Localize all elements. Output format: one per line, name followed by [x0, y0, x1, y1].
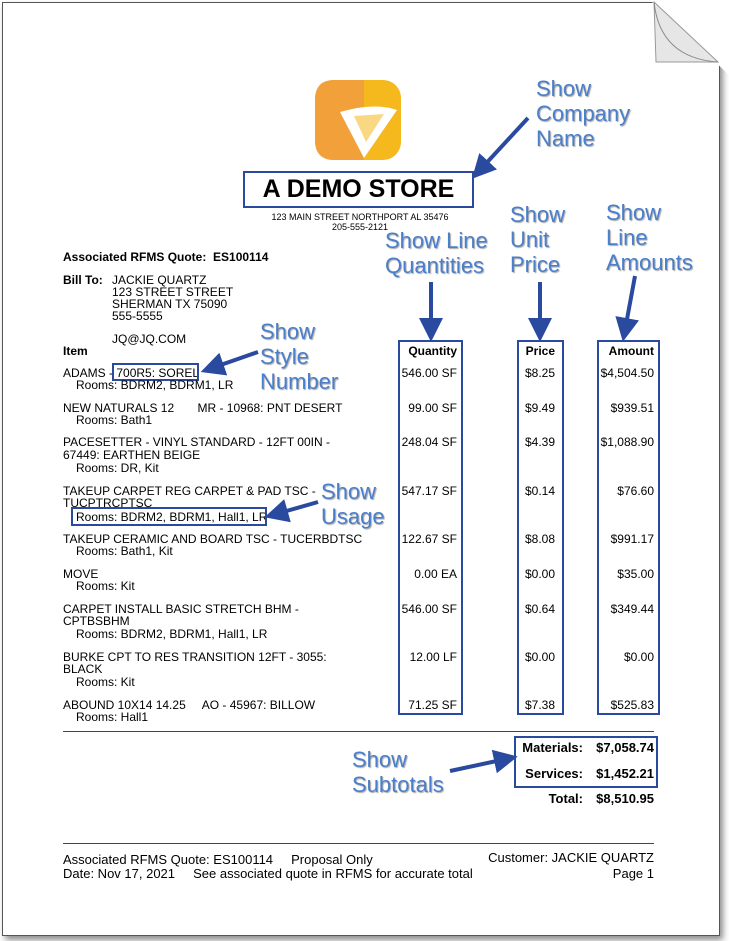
line-amount: $525.83: [610, 698, 654, 712]
callout-company-name: Show Company Name: [536, 76, 631, 151]
line-item-description: TAKEUP CERAMIC AND BOARD TSC - TUCERBDTSC: [63, 532, 363, 546]
line-item-rooms: Rooms: Hall1: [76, 710, 149, 724]
line-amount: $76.60: [617, 484, 654, 498]
callout-style-number: Show Style Number: [260, 319, 339, 394]
line-quantity: 99.00 SF: [408, 401, 457, 415]
footer-quote: Associated RFMS Quote: ES100114 Proposal Only: [63, 852, 373, 867]
line-item-description: PACESETTER - VINYL STANDARD - 12FT 00IN -: [63, 435, 330, 449]
line-item-description: CARPET INSTALL BASIC STRETCH BHM -: [63, 602, 299, 616]
footer-note: See associated quote in RFMS for accurate total: [193, 866, 473, 881]
materials-value: $7,058.74: [596, 740, 654, 755]
folded-corner: [650, 0, 729, 75]
line-item-description: ADAMS - 700R5: SOREL: [63, 366, 200, 380]
line-item-description: TAKEUP CARPET REG CARPET & PAD TSC -: [63, 484, 316, 498]
line-quantity: 248.04 SF: [401, 435, 457, 449]
services-value: $1,452.21: [596, 766, 654, 781]
total-value: $8,510.95: [596, 791, 654, 806]
line-price: $0.14: [524, 484, 555, 498]
line-item-rooms: Rooms: BDRM2, BDRM1, LR: [76, 378, 234, 392]
line-item-description: NEW NATURALS 12 MR - 10968: PNT DESERT: [63, 401, 343, 415]
callout-unit-price: Show Unit Price: [510, 202, 566, 277]
line-price: $0.00: [524, 567, 555, 581]
price-column-header: Price: [525, 344, 555, 358]
quantity-column-header: Quantity: [408, 344, 457, 358]
bill-to-phone: 555-5555: [112, 309, 163, 323]
bill-to-label: Bill To:: [63, 273, 103, 287]
line-amount: $35.00: [617, 567, 654, 581]
line-amount: $0.00: [623, 650, 654, 664]
line-price: $8.25: [524, 366, 555, 380]
bill-to-street: 123 STREET STREET: [112, 285, 234, 299]
line-item-rooms: Rooms: Bath1, Kit: [76, 544, 173, 558]
line-price: $0.00: [524, 650, 555, 664]
line-price: $9.49: [524, 401, 555, 415]
footer-page: Page 1: [612, 866, 654, 881]
line-price: $7.38: [524, 698, 555, 712]
line-item-rooms: Rooms: Kit: [76, 579, 135, 593]
line-amount: $939.51: [610, 401, 654, 415]
item-column-header: Item: [63, 344, 88, 358]
quote-number: ES100114: [213, 250, 269, 264]
line-quantity: 0.00 EA: [414, 567, 457, 581]
store-phone: 205-555-2121: [331, 222, 389, 232]
callout-line-amounts: Show Line Amounts: [606, 200, 693, 275]
line-amount: $349.44: [610, 602, 654, 616]
footer-divider: [63, 843, 654, 844]
line-item-description: BURKE CPT TO RES TRANSITION 12FT - 3055:: [63, 650, 327, 664]
line-price: $4.39: [524, 435, 555, 449]
line-quantity: 71.25 SF: [408, 698, 457, 712]
totals-divider: [63, 731, 654, 732]
line-item-description-cont: TUCPTRCPTSC: [63, 496, 153, 510]
footer-date: Date: Nov 17, 2021 See associated quote in RFMS for accurate total: [63, 866, 473, 881]
usage-highlight: [71, 507, 267, 526]
footer-proposal: Proposal Only: [291, 852, 373, 867]
line-item-description: ABOUND 10X14 14.25 AO - 45967: BILLOW: [63, 698, 316, 712]
bill-to-city: SHERMAN TX 75090: [112, 297, 228, 311]
bill-to-name: JACKIE QUARTZ: [112, 273, 207, 287]
services-label: Services:: [525, 766, 583, 781]
usage-rooms: Rooms: BDRM2, BDRM1, Hall1, LR: [76, 510, 268, 524]
callout-usage: Show Usage: [321, 479, 385, 529]
line-item-description-cont: CPTBSBHM: [63, 614, 130, 628]
amount-column-header: Amount: [608, 344, 654, 358]
line-amount: $991.17: [610, 532, 654, 546]
line-price: $0.64: [524, 602, 555, 616]
line-item-rooms: Rooms: Bath1: [76, 413, 153, 427]
line-item-rooms: Rooms: BDRM2, BDRM1, Hall1, LR: [76, 627, 268, 641]
line-price: $8.08: [524, 532, 555, 546]
store-name: A DEMO STORE: [262, 175, 455, 203]
line-amount: $1,088.90: [600, 435, 654, 449]
line-item-description-cont: 67449: EARTHEN BEIGE: [63, 448, 201, 462]
line-quantity: 12.00 LF: [409, 650, 457, 664]
line-item-description: MOVE: [63, 567, 99, 581]
line-item-rooms: Rooms: Kit: [76, 675, 135, 689]
materials-label: Materials:: [522, 740, 583, 755]
callout-line-quantities: Show Line Quantities: [385, 228, 488, 278]
callout-subtotals: Show Subtotals: [352, 747, 444, 797]
total-label: Total:: [548, 791, 583, 806]
quote-label: Associated RFMS Quote: ES100114: [63, 250, 269, 264]
line-item-description-cont: BLACK: [63, 662, 103, 676]
store-logo-icon: [314, 80, 402, 162]
line-quantity: 546.00 SF: [401, 602, 457, 616]
bill-to-email: JQ@JQ.COM: [112, 332, 187, 346]
line-quantity: 122.67 SF: [401, 532, 457, 546]
line-item-rooms: Rooms: DR, Kit: [76, 461, 159, 475]
store-address: 123 MAIN STREET NORTHPORT AL 35476: [271, 212, 449, 222]
style-number: 700R5: SOREL: [116, 366, 200, 380]
line-quantity: 547.17 SF: [401, 484, 457, 498]
line-quantity: 546.00 SF: [401, 366, 457, 380]
footer-customer: Customer: JACKIE QUARTZ: [488, 850, 654, 865]
line-amount: $4,504.50: [600, 366, 654, 380]
